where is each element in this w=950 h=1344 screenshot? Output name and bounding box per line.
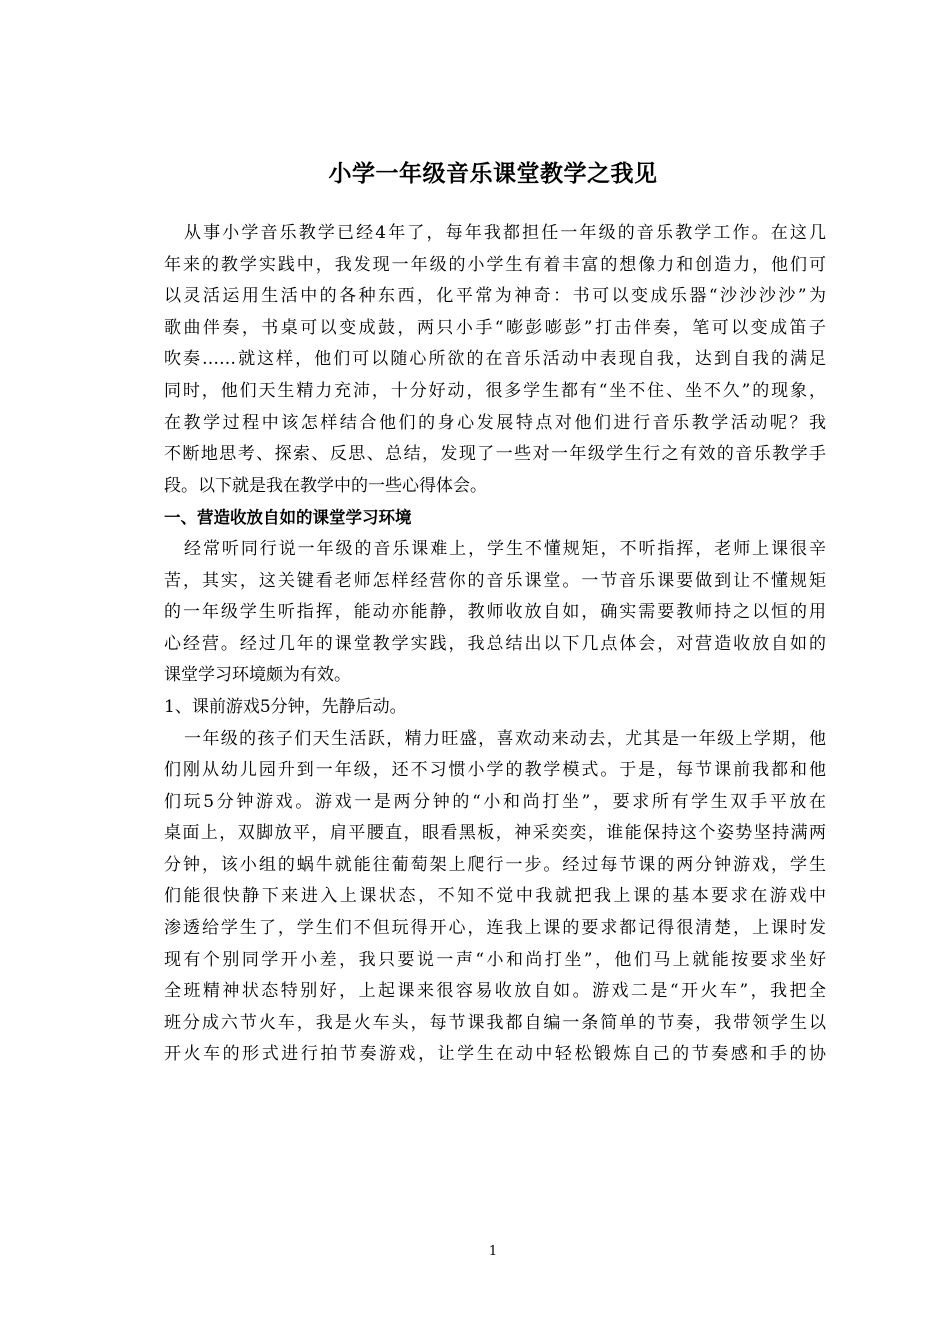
paragraph-line: 段。以下就是我在教学中的一些心得体会。: [164, 475, 487, 496]
subsection-heading: 1、课前游戏5分钟，先静后动。: [164, 696, 407, 717]
paragraph-line: 歌曲伴奏，书桌可以变成鼓，两只小手“嘭彭嘭彭”打击伴奏，笔可以变成笛子: [164, 317, 826, 338]
paragraph-line: 苦，其实，这关键看老师怎样经营你的音乐课堂。一节音乐课要做到让不懂规矩: [164, 570, 826, 591]
paragraph-line: 以灵活运用生活中的各种东西，化平常为神奇：书可以变成乐器“沙沙沙沙”为: [164, 286, 826, 307]
paragraph-line: 课堂学习环境颇为有效。: [164, 665, 351, 686]
paragraph-line: 不断地思考、探索、反思、总结，发现了一些对一年级学生行之有效的音乐教学手: [164, 444, 826, 465]
paragraph-line: 在教学过程中该怎样结合他们的身心发展特点对他们进行音乐教学活动呢？我: [164, 412, 826, 433]
paragraph-line: 们刚从幼儿园升到一年级，还不习惯小学的教学模式。于是，每节课前我都和他: [164, 760, 826, 781]
paragraph-line: 心经营。经过几年的课堂教学实践，我总结出以下几点体会，对营造收放自如的: [164, 633, 826, 654]
paragraph-line: 吹奏……就这样，他们可以随心所欲的在音乐活动中表现自我，达到自我的满足: [164, 349, 826, 370]
paragraph-line: 全班精神状态特别好，上起课来很容易收放自如。游戏二是“开火车”，我把全: [164, 981, 826, 1002]
paragraph-line: 班分成六节火车，我是火车头，每节课我都自编一条简单的节奏，我带领学生以: [164, 1012, 826, 1033]
paragraph-line: 现有个别同学开小差，我只要说一声“小和尚打坐”，他们马上就能按要求坐好: [164, 949, 826, 970]
paragraph-line: 同时，他们天生精力充沛，十分好动，很多学生都有“坐不住、坐不久”的现象，: [164, 380, 826, 401]
document-body: [164, 218, 826, 1071]
paragraph-line: 从事小学音乐教学已经4年了，每年我都担任一年级的音乐教学工作。在这几: [184, 223, 826, 243]
paragraph-line: 们玩5分钟游戏。游戏一是两分钟的“小和尚打坐”，要求所有学生双手平放在: [164, 791, 826, 812]
paragraph-line: 经常听同行说一年级的音乐课难上，学生不懂规矩，不听指挥，老师上课很辛: [184, 538, 826, 559]
paragraph-line: 开火车的形式进行拍节奏游戏，让学生在动中轻松锻炼自己的节奏感和手的协: [164, 1044, 826, 1065]
paragraph-line: 年来的教学实践中，我发现一年级的小学生有着丰富的想像力和创造力，他们可: [164, 254, 826, 275]
section-heading: 一、营造收放自如的课堂学习环境: [164, 508, 412, 528]
paragraph-line: 渗透给学生了，学生们不但玩得开心，连我上课的要求都记得很清楚，上课时发: [164, 918, 826, 939]
paragraph-line: 的一年级学生听指挥，能动亦能静，教师收放自如，确实需要教师持之以恒的用: [164, 602, 826, 623]
paragraph-line: 桌面上，双脚放平，肩平腰直，眼看黑板，神采奕奕，谁能保持这个姿势坚持满两: [164, 823, 826, 844]
document-title: 小学一年级音乐课堂教学之我见: [328, 161, 658, 187]
paragraph-line: 们能很快静下来进入上课状态，不知不觉中我就把我上课的基本要求在游戏中: [164, 886, 826, 907]
paragraph-line: 分钟，该小组的蜗牛就能往葡萄架上爬行一步。经过每节课的两分钟游戏，学生: [164, 854, 826, 875]
paragraph-line: 一年级的孩子们天生活跃，精力旺盛，喜欢动来动去，尤其是一年级上学期，他: [184, 728, 826, 749]
page-number: 1: [488, 1244, 498, 1259]
